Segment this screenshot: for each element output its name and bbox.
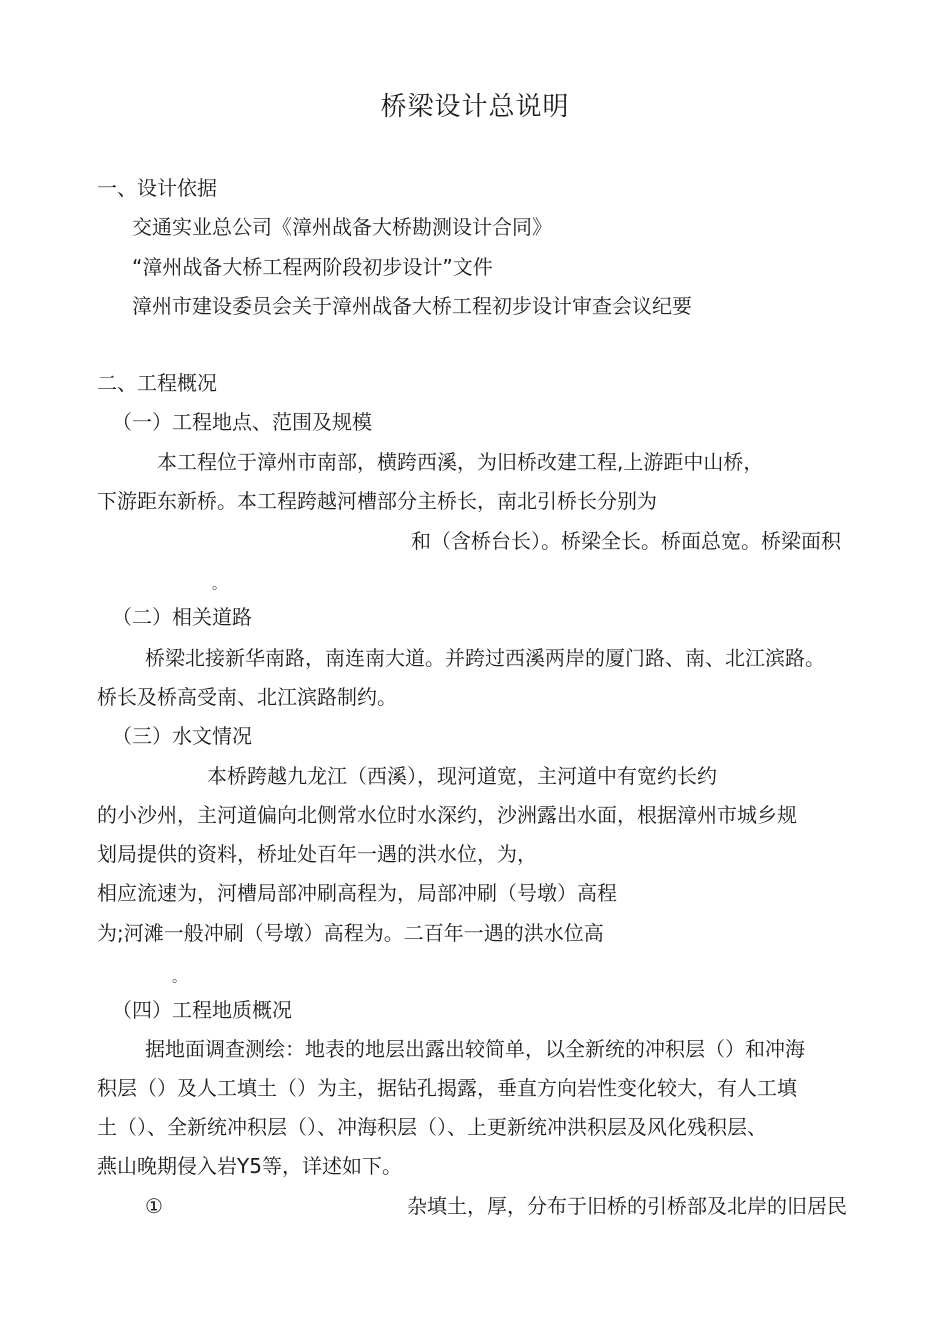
paragraph-line: 本桥跨越九龙江（西溪），现河道宽，主河道中有宽约长约 (207, 764, 717, 788)
paragraph-line: 本工程位于漳州市南部，横跨西溪，为旧桥改建工程,上游距中山桥， (157, 450, 764, 474)
paragraph-line: 积层（）及人工填土（）为主，据钻孔揭露，垂直方向岩性变化较大，有人工填 (97, 1076, 797, 1100)
paragraph-line: 桥长及桥高受南、北江滨路制约。 (97, 685, 397, 709)
subsection-heading-roads: （二）相关道路 (112, 605, 252, 629)
list-item-marker: ① (145, 1194, 163, 1218)
subsection-heading-geology: （四）工程地质概况 (112, 998, 292, 1022)
paragraph-line: 为;河滩一般冲刷（号墩）高程为。二百年一遇的洪水位高 (97, 921, 604, 945)
paragraph-line: 土（）、全新统冲积层（）、冲海积层（）、上更新统冲洪积层及风化残积层、 (97, 1115, 767, 1139)
subsection-heading-location: （一）工程地点、范围及规模 (112, 410, 372, 434)
section-heading-basis: 一、设计依据 (97, 176, 217, 200)
paragraph-line: 桥梁北接新华南路，南连南大道。并跨过西溪两岸的厦门路、南、北江滨路。 (145, 646, 825, 670)
basis-line: 漳州市建设委员会关于漳州战备大桥工程初步设计审查会议纪要 (132, 294, 692, 318)
paragraph-line: 下游距东新桥。本工程跨越河槽部分主桥长，南北引桥长分别为 (97, 489, 657, 513)
paragraph-line: 划局提供的资料，桥址处百年一遇的洪水位，为， (97, 842, 537, 866)
section-heading-overview: 二、工程概况 (97, 371, 217, 395)
trailing-period: 。 (172, 970, 186, 986)
document-title: 桥梁设计总说明 (380, 92, 570, 122)
paragraph-line: 相应流速为，河槽局部冲刷高程为，局部冲刷（号墩）高程 (97, 881, 617, 905)
subsection-heading-hydrology: （三）水文情况 (112, 724, 252, 748)
basis-line: “漳州战备大桥工程两阶段初步设计”文件 (132, 255, 493, 279)
paragraph-line: 和（含桥台长）。桥梁全长。桥面总宽。桥梁面积 (411, 529, 841, 553)
trailing-period: 。 (212, 577, 226, 593)
paragraph-line: 的小沙州，主河道偏向北侧常水位时水深约，沙洲露出水面，根据漳州市城乡规 (97, 803, 797, 827)
basis-line: 交通实业总公司《漳州战备大桥勘测设计合同》 (132, 215, 552, 239)
list-item-text: 杂填土，厚，分布于旧桥的引桥部及北岸的旧居民 (407, 1194, 847, 1218)
paragraph-line: 据地面调查测绘：地表的地层出露出较简单，以全新统的冲积层（）和冲海 (145, 1037, 805, 1061)
paragraph-line: 燕山晚期侵入岩Y5等，详述如下。 (97, 1154, 402, 1178)
